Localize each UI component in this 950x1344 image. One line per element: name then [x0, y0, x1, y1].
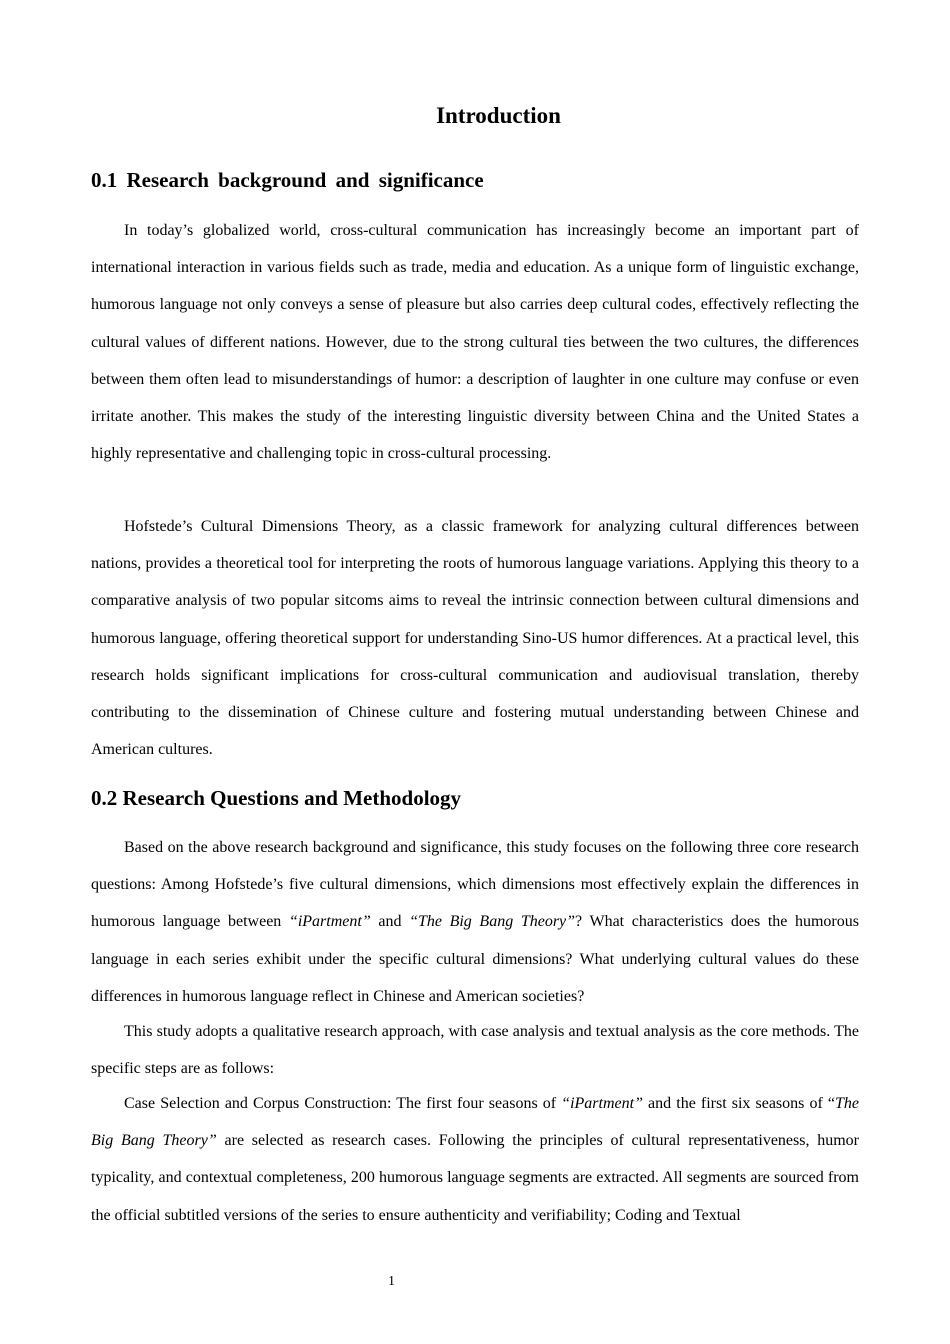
section-heading-methodology: 0.2 Research Questions and Methodology: [91, 786, 462, 810]
rq-text-middle: and: [370, 913, 410, 931]
document-title: Introduction: [436, 103, 561, 128]
paragraph-case-selection: [91, 1085, 859, 1234]
case-title-ipartment: “iPartment”: [561, 1095, 643, 1112]
rq-text-after: ? What characteristics does the humorous language in each series exhibit under the specific cultural dimensions? What underlying cultural values do these differences in humorous language reflect in Chinese and American societies?: [91, 913, 859, 1005]
rq-title-big-bang: “The Big Bang Theory”: [409, 913, 576, 931]
paragraph-hofstede-theory: Hofstede’s Cultural Dimensions Theory, as a classic framework for analyzing cultural differences between nations, provides a theoretical tool for interpreting the roots of humorous language variations. Applying this theory to a comparative analysis of two popular sitcoms aims to reveal the intrinsic connection between cultural dimensions and humorous language, offering theoretical support for understanding Sino-US humor differences. At a practical level, this research holds significant implications for cross-cultural communication and audiovisual translation, thereby contributing to the dissemination of Chinese culture and fostering mutual understanding between Chinese and American cultures.: [91, 518, 859, 759]
case-quote-open: “: [827, 1095, 835, 1112]
case-text-after: are selected as research cases. Following the principles of cultural representativeness, humor typicality, and contextual completeness, 200 humorous language segments are extracted. All segments are sourced from the official subtitled versions of the series to ensure authenticity and verifiability; Coding and Textual: [91, 1132, 860, 1224]
paragraph-research-questions: [91, 829, 859, 1015]
paragraph-approach: This study adopts a qualitative research approach, with case analysis and textual analysis as the core methods. The specific steps are as follows:: [91, 1023, 859, 1078]
page-number: 1: [388, 1274, 395, 1289]
rq-title-ipartment: “iPartment”: [288, 913, 371, 931]
paragraph-background: In today’s globalized world, cross-cultural communication has increasingly become an important part of international interaction in various fields such as trade, media and education. As a unique form of linguistic exchange, humorous language not only conveys a sense of pleasure but also carries deep cultural codes, effectively reflecting the cultural values of different nations. However, due to the strong cultural ties between the two cultures, the differences between them often lead to misunderstandings of humor: a description of laughter in one culture may confuse or even irritate another. This makes the study of the interesting linguistic diversity between China and the United States a highly representative and challenging topic in cross-cultural processing.: [91, 222, 859, 463]
section-heading-background: 0.1 Research background and significance: [91, 168, 484, 192]
case-title-big-bang: The Big Bang Theory”: [91, 1095, 859, 1150]
case-text-before: Case Selection and Corpus Construction: The first four seasons of: [124, 1095, 562, 1112]
rq-text-before: Based on the above research background and significance, this study focuses on the following three core research questions: Among Hofstede’s five cultural dimensions, which dimensions most effectively explain the differences in humorous language between: [91, 839, 859, 931]
case-text-middle: and the first six seasons of: [642, 1095, 828, 1112]
